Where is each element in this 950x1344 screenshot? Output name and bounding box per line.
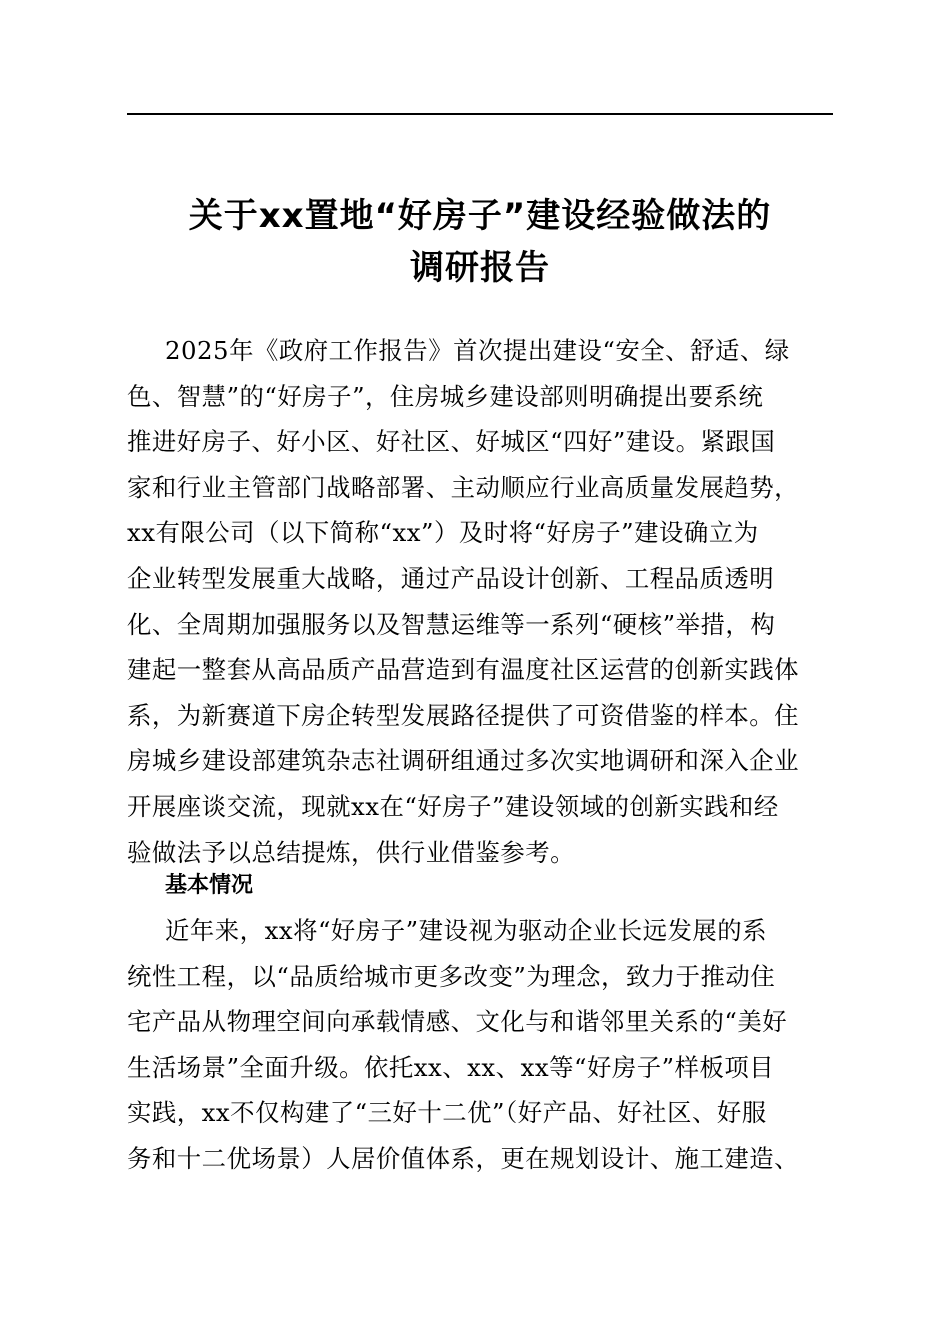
paragraph-line: 建起一整套从高品质产品营造到有温度社区运营的创新实践体 bbox=[127, 655, 800, 685]
document-title bbox=[127, 190, 833, 294]
paragraph-line: 家和行业主管部门战略部署、主动顺应行业高质量发展趋势， bbox=[127, 472, 800, 502]
paragraph-line: xx有限公司（以下简称“xx”）及时将“好房子”建设确立为 bbox=[127, 518, 759, 548]
header-rule bbox=[127, 113, 833, 115]
intro-paragraph bbox=[127, 328, 833, 875]
title-line: 关于xx置地“好房子”建设经验做法的 bbox=[188, 196, 772, 236]
title-line: 调研报告 bbox=[410, 248, 550, 288]
paragraph-line: 色、智慧”的“好房子”，住房城乡建设部则明确提出要系统 bbox=[127, 381, 764, 411]
paragraph-line: 开展座谈交流，现就xx在“好房子”建设领域的创新实践和经 bbox=[127, 791, 779, 821]
paragraph-line: 务和十二优场景）人居价值体系，更在规划设计、施工建造、 bbox=[127, 1143, 800, 1173]
paragraph-line: 验做法予以总结提炼，供行业借鉴参考。 bbox=[127, 837, 576, 867]
paragraph-line: 企业转型发展重大战略，通过产品设计创新、工程品质透明 bbox=[127, 563, 775, 593]
paragraph-line: 2025年《政府工作报告》首次提出建设“安全、舒适、绿 bbox=[165, 336, 790, 365]
paragraph-line: 宅产品从物理空间向承载情感、文化与和谐邻里关系的“美好 bbox=[127, 1007, 788, 1037]
paragraph-line: 统性工程，以“品质给城市更多改变”为理念，致力于推动住 bbox=[127, 961, 776, 991]
paragraph-line: 近年来，xx将“好房子”建设视为驱动企业长远发展的系 bbox=[165, 916, 768, 945]
section-heading: 基本情况 bbox=[165, 873, 254, 898]
paragraph-line: 生活场景”全面升级。依托xx、xx、xx等“好房子”样板项目 bbox=[127, 1052, 775, 1082]
paragraph-line: 系，为新赛道下房企转型发展路径提供了可资借鉴的样本。住 bbox=[127, 700, 800, 730]
paragraph-line: 实践，xx不仅构建了“三好十二优”（好产品、好社区、好服 bbox=[127, 1098, 767, 1128]
paragraph-line: 推进好房子、好小区、好社区、好城区“四好”建设。紧跟国 bbox=[127, 427, 776, 457]
basic-situation-paragraph bbox=[127, 908, 833, 1182]
paragraph-line: 房城乡建设部建筑杂志社调研组通过多次实地调研和深入企业 bbox=[127, 746, 800, 776]
paragraph-line: 化、全周期加强服务以及智慧运维等一系列“硬核”举措，构 bbox=[127, 609, 776, 639]
